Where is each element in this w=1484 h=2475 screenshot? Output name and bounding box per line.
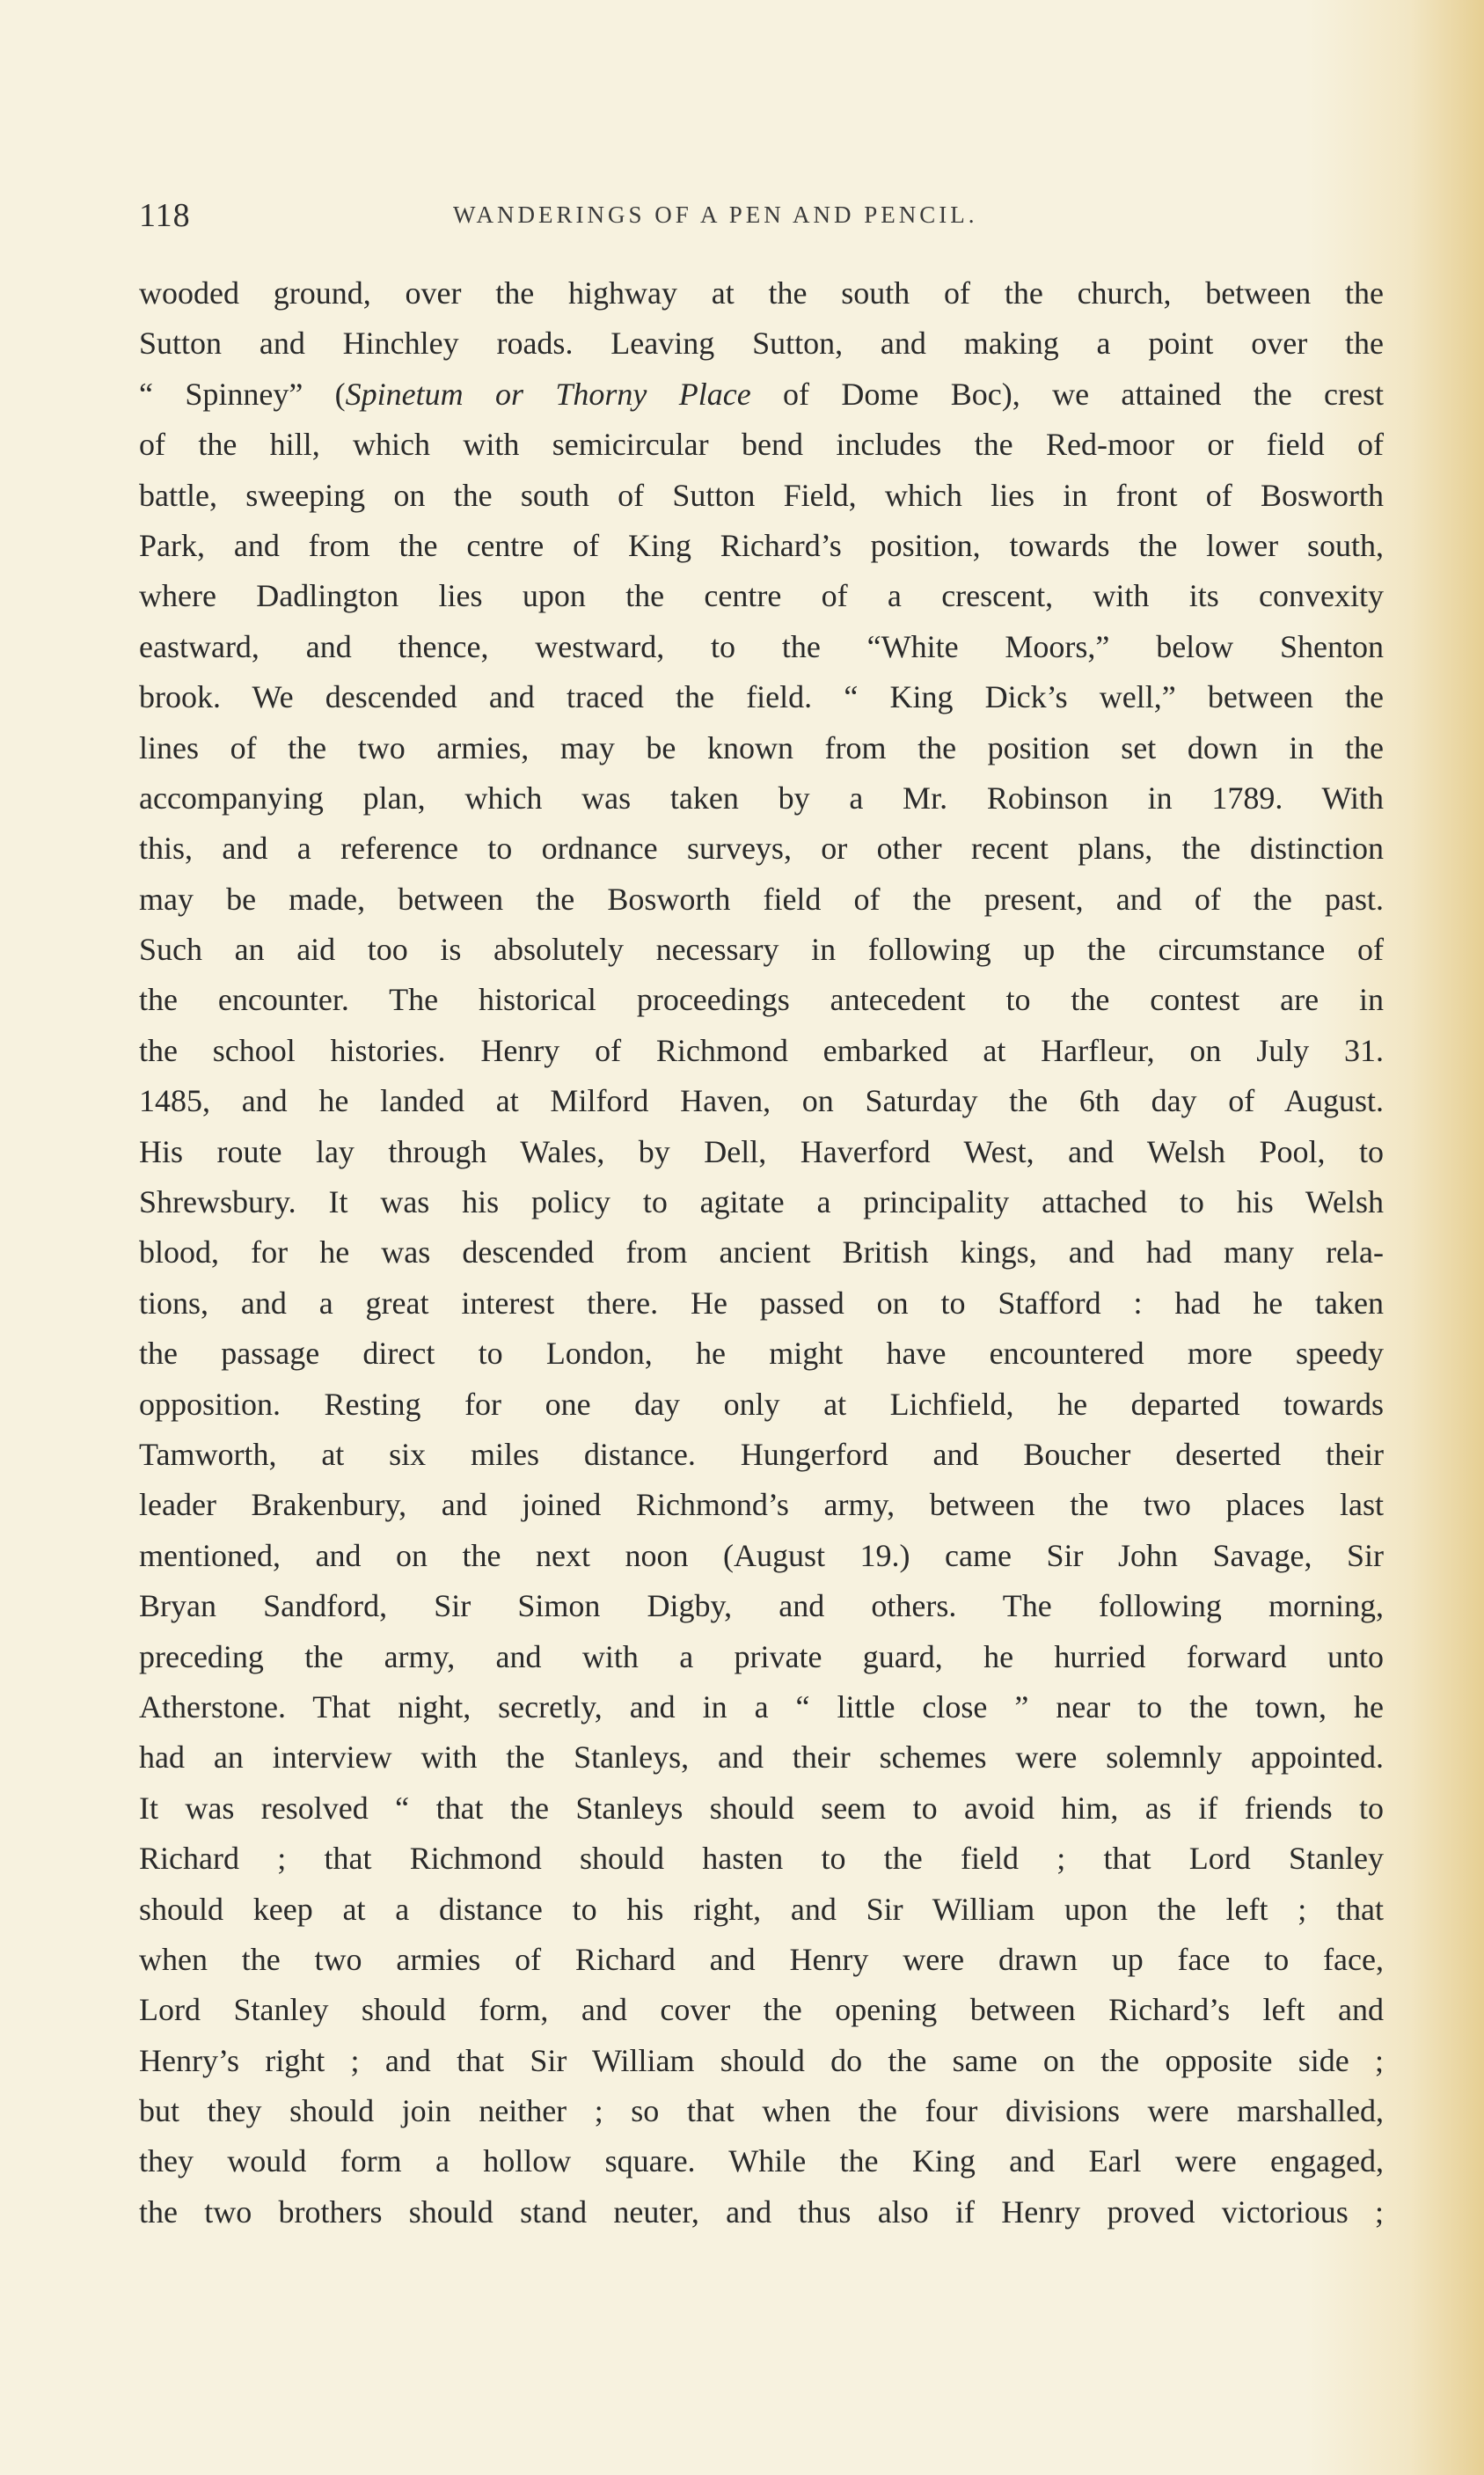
text-line: His route lay through Wales, by Dell, Haverford West, and Welsh Pool, to [139, 1133, 1384, 1169]
text-line: mentioned, and on the next noon (August 19.) came Sir John Savage, Sir [139, 1537, 1384, 1573]
text-line: Shrewsbury. It was his policy to agitate a principality attached to his Welsh [139, 1184, 1384, 1220]
text-line: Tamworth, at six miles distance. Hungerford and Boucher deserted their [139, 1436, 1384, 1472]
text-line: they would form a hollow square. While the King and Earl were engaged, [139, 2143, 1384, 2179]
text-line: accompanying plan, which was taken by a Mr. Robinson in 1789. With [139, 780, 1384, 816]
text-line: the passage direct to London, he might have encountered more speedy [139, 1336, 1384, 1372]
text-line: wooded ground, over the highway at the south of the church, between the [139, 275, 1384, 311]
text-line: the school histories. Henry of Richmond embarked at Harfleur, on July 31. [139, 1032, 1384, 1068]
text-line: Richard ; that Richmond should hasten to the field ; that Lord Stanley [139, 1841, 1384, 1877]
page-number: 118 [139, 197, 191, 234]
text-line: 1485, and he landed at Milford Haven, on Saturday the 6th day of August. [139, 1083, 1384, 1119]
text-line: preceding the army, and with a private guard, he hurried forward unto [139, 1638, 1384, 1674]
text-line: had an interview with the Stanleys, and their schemes were solemnly appointed. [139, 1739, 1384, 1776]
text-line: eastward, and thence, westward, to the “White Moors,” below Shenton [139, 628, 1384, 664]
text-line: Such an aid too is absolutely necessary in following up the circumstance of [139, 932, 1384, 968]
running-head: WANDERINGS OF A PEN AND PENCIL. [453, 201, 978, 228]
text-segment: of Dome Boc), we attained the crest [750, 376, 1385, 412]
text-line: but they should join neither ; so that when the four divisions were marshalled, [139, 2093, 1384, 2129]
text-line: lines of the two armies, may be known from the position set down in the [139, 729, 1384, 765]
text-line: Lord Stanley should form, and cover the opening between Richard’s left and [139, 1992, 1384, 2028]
text-line: tions, and a great interest there. He passed on to Stafford : had he taken [139, 1285, 1384, 1321]
text-line: Park, and from the centre of King Richard’s position, towards the lower south, [139, 527, 1384, 563]
text-line: may be made, between the Bosworth field of the present, and of the past. [139, 881, 1384, 917]
text-line: leader Brakenbury, and joined Richmond’s army, between the two places last [139, 1487, 1384, 1523]
text-line: blood, for he was descended from ancient British kings, and had many rela- [139, 1234, 1384, 1270]
text-line: Henry’s right ; and that Sir William should do the same on the opposite side ; [139, 2042, 1384, 2078]
text-line: when the two armies of Richard and Henry were drawn up face to face, [139, 1941, 1384, 1977]
text-segment: “ Spinney” ( [139, 376, 346, 412]
text-line: this, and a reference to ordnance surveys, or other recent plans, the distinction [139, 831, 1384, 867]
page-header [139, 196, 1375, 240]
text-line: brook. We descended and traced the field. “ King Dick’s well,” between the [139, 679, 1384, 715]
text-line: opposition. Resting for one day only at Lichfield, he departed towards [139, 1386, 1384, 1422]
text-line: where Dadlington lies upon the centre of a crescent, with its convexity [139, 578, 1384, 614]
text-line: the two brothers should stand neuter, and thus also if Henry proved victorious ; [139, 2193, 1384, 2230]
text-line: Atherstone. That night, secretly, and in a “ little close ” near to the town, he [139, 1688, 1384, 1724]
text-line: Bryan Sandford, Sir Simon Digby, and others. The following morning, [139, 1588, 1384, 1624]
text-line-with-italic [139, 370, 1384, 420]
italic-phrase: Spinetum or Thorny Place [345, 376, 751, 412]
text-line: of the hill, which with semicircular bend includes the Red-moor or field of [139, 427, 1384, 463]
body-text [139, 268, 1384, 2237]
text-line: battle, sweeping on the south of Sutton Field, which lies in front of Bosworth [139, 477, 1384, 513]
text-line: Sutton and Hinchley roads. Leaving Sutton, and making a point over the [139, 326, 1384, 362]
text-line: It was resolved “ that the Stanleys should seem to avoid him, as if friends to [139, 1790, 1384, 1826]
text-line: the encounter. The historical proceedings antecedent to the contest are in [139, 982, 1384, 1018]
text-line: should keep at a distance to his right, and Sir William upon the left ; that [139, 1891, 1384, 1927]
